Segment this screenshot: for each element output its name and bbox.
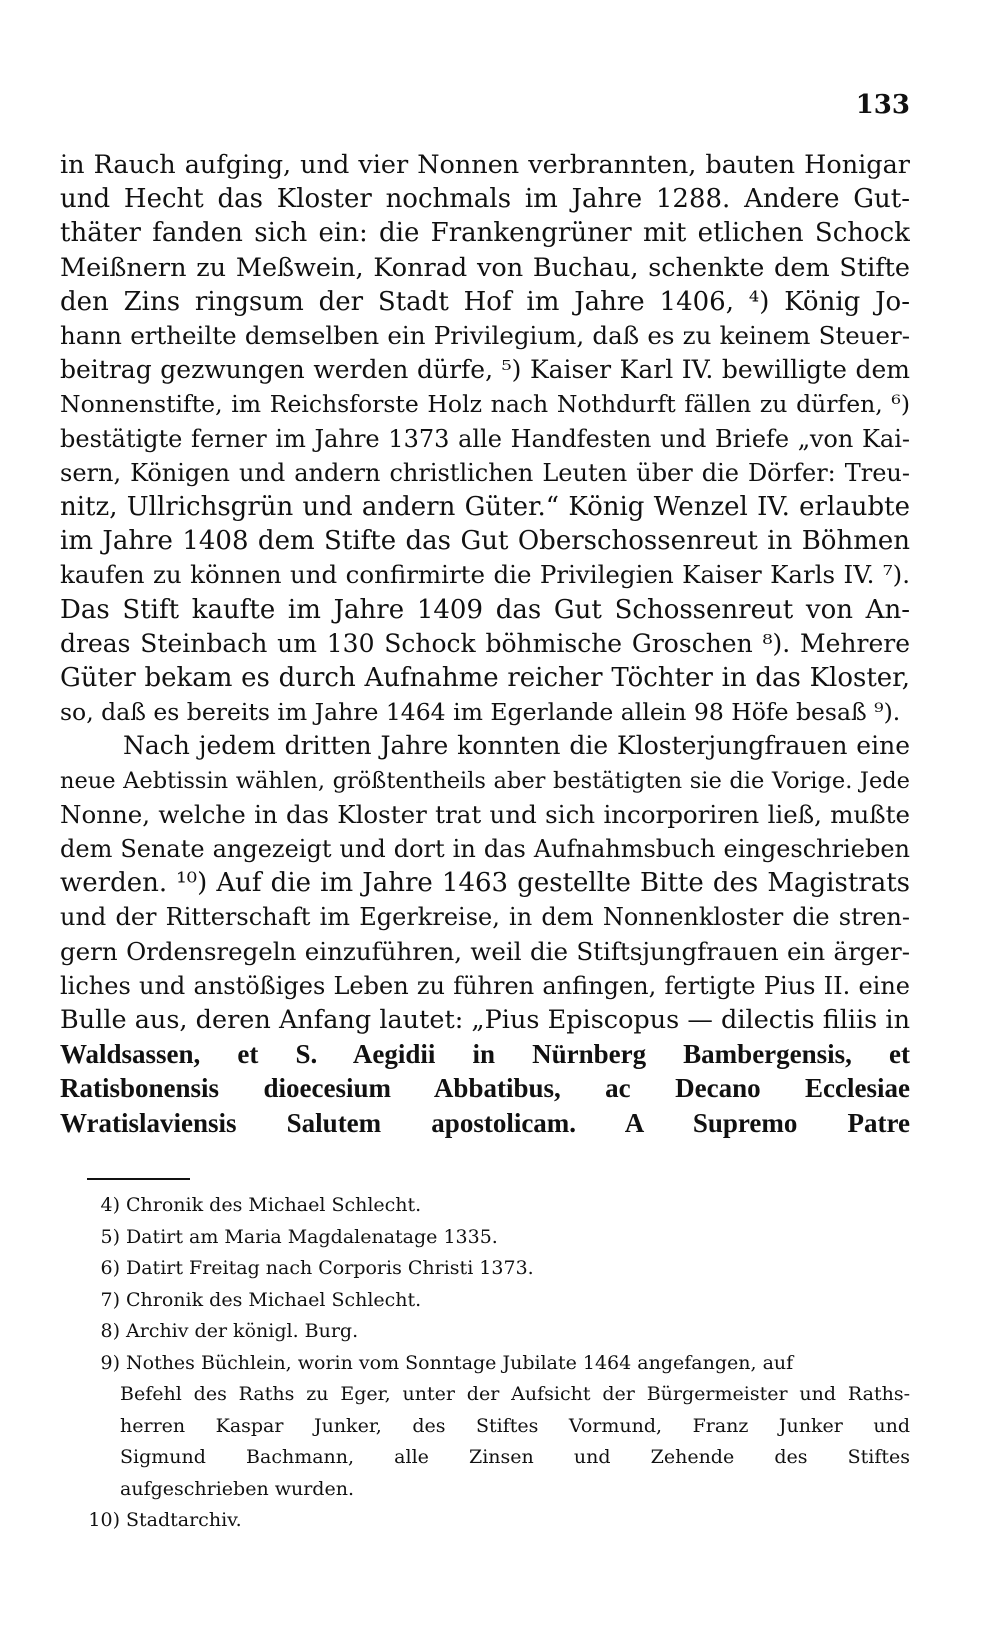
footnote-text: Archiv der königl. Burg. [126, 1320, 359, 1342]
text-line: im Jahre 1408 dem Stifte das Gut Oberschossenreut in Böhmen [60, 526, 910, 557]
text-line: nitz, Ullrichsgrün und andern Güter.“ König Wenzel IV. erlaubte [60, 492, 910, 523]
text-line: werden. ¹⁰) Auf die im Jahre 1463 gestellte Bitte des Magistrats [60, 868, 910, 899]
footnote-text: Stadtarchiv. [126, 1509, 242, 1531]
footnote [60, 1253, 910, 1285]
footnote [60, 1348, 910, 1380]
footnote-continuation: herren Kaspar Junker, des Stiftes Vormund, Franz Junker und [120, 1414, 910, 1437]
footnote-number: 4) [100, 1194, 120, 1216]
text-line: bestätigte ferner im Jahre 1373 alle Handfesten und Briefe „von Kai- [60, 424, 910, 453]
footnote [60, 1190, 910, 1222]
footnote-continuation: aufgeschrieben wurden. [120, 1477, 354, 1500]
footnote-divider [87, 1178, 190, 1180]
footnotes [60, 1190, 910, 1537]
footnote-text: Chronik des Michael Schlecht. [126, 1194, 422, 1216]
paragraph-start-line: Nach jedem dritten Jahre konnten die Klosterjungfrauen eine [123, 731, 910, 761]
footnote-text: Nothes Büchlein, worin vom Sonntage Jubilate 1464 angefangen, auf [126, 1351, 794, 1374]
text-line: Nonne, welche in das Kloster trat und sich incorporiren ließ, mußte [60, 799, 910, 829]
latin-text-line: Wratislaviensis Salutem apostolicam. A Supremo Patre [60, 1107, 910, 1138]
footnote-continuation: Befehl des Raths zu Eger, unter der Aufsicht der Bürgermeister und Raths- [120, 1383, 910, 1405]
text-line: gern Ordensregeln einzuführen, weil die Stiftsjungfrauen ein ärger- [60, 936, 910, 966]
text-line: sern, Königen und andern christlichen Leuten über die Dörfer: Treu- [60, 458, 910, 487]
text-line: so, daß es bereits im Jahre 1464 im Egerlande allein 98 Höfe besaß ⁹). [60, 698, 901, 727]
text-line: dreas Steinbach um 130 Schock böhmische Groschen ⁸). Mehrere [60, 628, 910, 658]
footnote [60, 1316, 910, 1348]
footnote-number: 10) [88, 1509, 120, 1531]
footnote-number: 6) [100, 1257, 120, 1279]
text-line: dem Senate angezeigt und dort in das Aufnahmsbuch eingeschrieben [60, 835, 910, 864]
footnote-number: 8) [100, 1320, 120, 1342]
text-line: Nonnenstifte, im Reichsforste Holz nach Nothdurft fällen zu dürfen, ⁶) [60, 390, 910, 419]
text-line: den Zins ringsum der Stadt Hof im Jahre 1406, ⁴) König Jo- [60, 286, 910, 317]
footnote-number: 7) [100, 1288, 120, 1311]
text-line: kaufen zu können und confirmirte die Privilegien Kaiser Karls IV. ⁷). [60, 560, 910, 590]
text-line: liches und anstößiges Leben zu führen anfingen, fertigte Pius II. eine [60, 971, 910, 1000]
footnote [60, 1285, 910, 1317]
footnote [60, 1505, 910, 1537]
text-line: und Hecht das Kloster nochmals im Jahre 1288. Andere Gut- [60, 184, 910, 215]
footnote-continuation: Sigmund Bachmann, alle Zinsen und Zehende des Stiftes [120, 1446, 910, 1468]
text-line: Das Stift kaufte im Jahre 1409 das Gut Schossenreut von An- [60, 594, 910, 625]
text-line: beitrag gezwungen werden dürfe, ⁵) Kaiser Karl IV. bewilligte dem [60, 355, 910, 385]
latin-text-line: Ratisbonensis dioecesium Abbatibus, ac Decano Ecclesiae [60, 1073, 910, 1104]
text-line: Bulle aus, deren Anfang lautet: „Pius Episcopus — dilectis filiis in [60, 1005, 910, 1036]
latin-text-line: Waldsassen, et S. Aegidii in Nürnberg Bambergensis, et [60, 1039, 910, 1070]
footnote-text: Datirt am Maria Magdalenatage 1335. [126, 1225, 498, 1248]
text-line: Meißnern zu Meßwein, Konrad von Buchau, schenkte dem Stifte [60, 252, 910, 283]
footnote-text: Datirt Freitag nach Corporis Christi 1373. [126, 1257, 534, 1279]
body-text [60, 148, 910, 1140]
text-line: in Rauch aufging, und vier Nonnen verbrannten, bauten Honigar [60, 150, 910, 180]
text-line: hann ertheilte demselben ein Privilegium, daß es zu keinem Steuer- [60, 321, 910, 351]
footnote-number: 9) [100, 1351, 120, 1374]
footnote-text: Chronik des Michael Schlecht. [126, 1288, 422, 1311]
text-line: Güter bekam es durch Aufnahme reicher Töchter in das Kloster, [60, 663, 910, 694]
text-line: thäter fanden sich ein: die Frankengrüner mit etlichen Schock [60, 218, 910, 249]
footnote-number: 5) [100, 1225, 120, 1248]
page-number: 133 [855, 90, 910, 120]
text-line: neue Aebtissin wählen, größtentheils aber bestätigten sie die Vorige. Jede [60, 767, 910, 794]
footnote [60, 1222, 910, 1254]
text-line: und der Ritterschaft im Egerkreise, in dem Nonnenkloster die stren- [60, 903, 910, 932]
